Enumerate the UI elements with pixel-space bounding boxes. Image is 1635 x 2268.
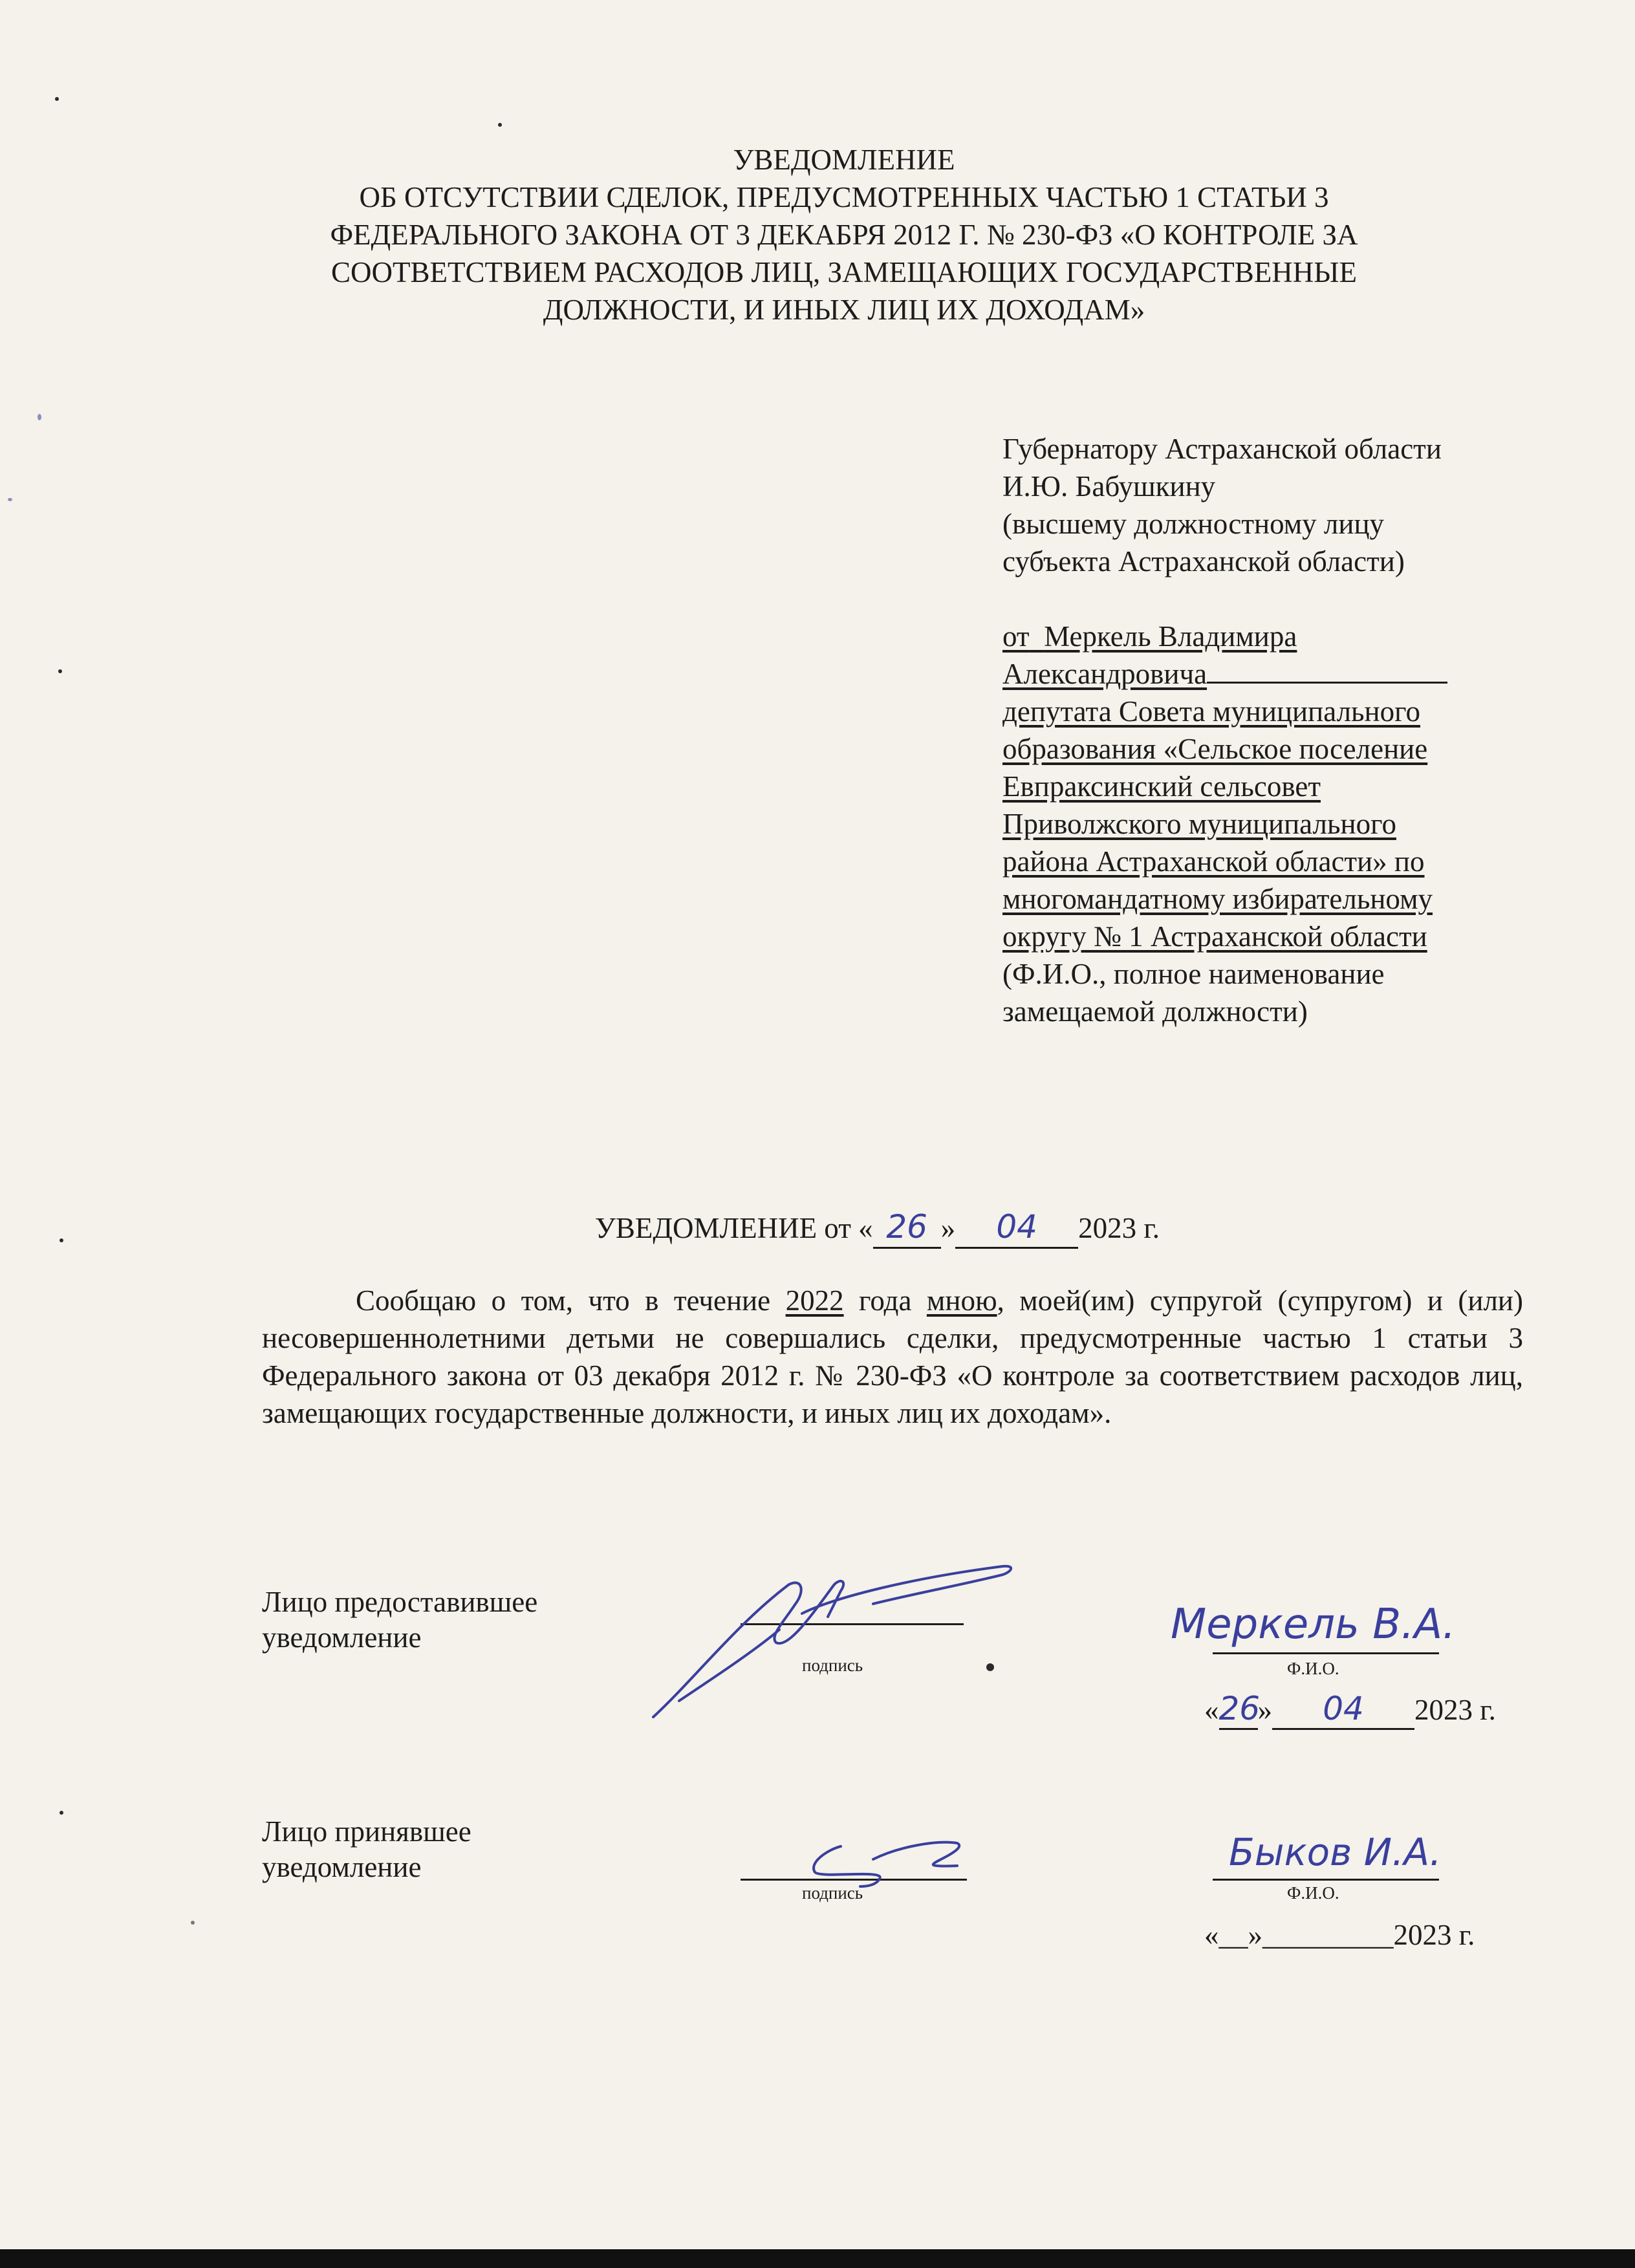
- scan-speck: [191, 1921, 195, 1925]
- title-line-1: УВЕДОМЛЕНИЕ: [733, 144, 955, 176]
- body-text-3: , моей(им) супругой (супругом) и (или) несовершеннолетними детьми не совершались сделки, предусмотренные частью 1 статьи 3 Федерального закона от 03 декабря 2012 г. № 230-ФЗ «О контроле за соответствием расходов лиц, замещающих государственные должности, и иных лиц их доходам».: [262, 1284, 1523, 1429]
- sender-prefix: от: [1002, 620, 1030, 653]
- notice-day: 26: [886, 1208, 927, 1246]
- fill-line: [1207, 681, 1447, 684]
- notice-mid: »: [940, 1212, 956, 1244]
- scan-edge: [0, 2249, 1635, 2268]
- title-line-4: СООТВЕТСТВИЕМ РАСХОДОВ ЛИЦ, ЗАМЕЩАЮЩИХ ГОСУДАРСТВЕННЫЕ: [330, 256, 1358, 288]
- submitter-label-1: Лицо предоставившее: [262, 1586, 538, 1618]
- sender-name-line-1: [1002, 618, 1520, 655]
- notice-day-field: [873, 1208, 941, 1249]
- addressee-spacer: [1002, 580, 1520, 618]
- notice-date-line: [595, 1208, 1160, 1249]
- notice-month: 04: [996, 1208, 1037, 1246]
- document-title: [213, 141, 1475, 329]
- sender-name-line-2: [1002, 655, 1520, 693]
- position-line-6: многомандатному избирательному: [1002, 883, 1433, 915]
- body-text-2: года: [843, 1284, 927, 1317]
- position-line-2: образования «Сельское поселение: [1002, 733, 1428, 765]
- submitter-fio-caption: Ф.И.О.: [1287, 1659, 1339, 1678]
- receiver-fio-handwritten: Быков И.А.: [1229, 1830, 1442, 1874]
- submitter-sign-caption: подпись: [802, 1656, 863, 1675]
- submitter-fio-handwritten: Меркель В.А.: [1171, 1601, 1456, 1648]
- submitter-date-month: 04: [1323, 1690, 1364, 1727]
- body-text: [262, 1282, 1523, 1432]
- scan-speck: [38, 414, 41, 420]
- position-line-1: депутата Совета муниципального: [1002, 695, 1420, 728]
- submitter-date: «26» 04 2023 г.: [1204, 1691, 1496, 1730]
- scan-speck: [60, 1811, 63, 1815]
- body-year: 2022: [785, 1284, 844, 1317]
- addressee-line-1: Губернатору Астраханской области: [1002, 433, 1442, 465]
- notice-year: 2023 г.: [1078, 1212, 1160, 1244]
- submitter-label-2: уведомление: [262, 1621, 422, 1654]
- receiver-sign-caption: подпись: [802, 1883, 863, 1903]
- submitter-date-year: 2023 г.: [1414, 1694, 1496, 1726]
- addressee-line-4: субъекта Астраханской области): [1002, 545, 1405, 578]
- hint-line-1: (Ф.И.О., полное наименование: [1002, 958, 1385, 990]
- receiver-label-1: Лицо принявшее: [262, 1815, 471, 1848]
- addressee-line-2: И.Ю. Бабушкину: [1002, 470, 1216, 502]
- ink-dot: [986, 1663, 994, 1671]
- scan-speck: [8, 498, 12, 501]
- position-line-4: Приволжского муниципального: [1002, 808, 1396, 840]
- addressee-line-3: (высшему должностному лицу: [1002, 508, 1385, 540]
- receiver-fio-line: [1213, 1879, 1439, 1881]
- receiver-signature-icon: [789, 1833, 983, 1898]
- receiver-fio-caption: Ф.И.О.: [1287, 1883, 1339, 1903]
- title-line-2: ОБ ОТСУТСТВИИ СДЕЛОК, ПРЕДУСМОТРЕННЫХ ЧАСТЬЮ 1 СТАТЬИ 3: [359, 181, 1329, 213]
- position-line-3: Евпраксинский сельсовет: [1002, 770, 1321, 803]
- body-paragraph: [262, 1282, 1523, 1432]
- body-text-1: Сообщаю о том, что в течение: [356, 1284, 786, 1317]
- position-line-7: округу № 1 Астраханской области: [1002, 920, 1427, 953]
- body-by-me: мною: [926, 1284, 997, 1317]
- position-line-5: района Астраханской области» по: [1002, 845, 1425, 878]
- notice-month-field: [955, 1208, 1078, 1249]
- receiver-date: «__»_________2023 г.: [1204, 1919, 1475, 1951]
- title-line-5: ДОЛЖНОСТИ, И ИНЫХ ЛИЦ ИХ ДОХОДАМ»: [543, 294, 1145, 326]
- notice-prefix: УВЕДОМЛЕНИЕ от «: [595, 1212, 873, 1244]
- addressee-block: [1002, 430, 1520, 1030]
- receiver-label-2: уведомление: [262, 1851, 422, 1883]
- scan-speck: [60, 1238, 63, 1242]
- sender-name-part-2: Александровича: [1002, 658, 1207, 690]
- scan-speck: [498, 123, 502, 127]
- title-line-3: ФЕДЕРАЛЬНОГО ЗАКОНА ОТ 3 ДЕКАБРЯ 2012 Г. № 230-ФЗ «О КОНТРОЛЕ ЗА: [330, 219, 1358, 251]
- submitter-date-day: 26: [1218, 1690, 1261, 1727]
- scan-speck: [58, 669, 62, 673]
- scan-speck: [55, 97, 59, 101]
- hint-line-2: замещаемой должности): [1002, 995, 1308, 1028]
- submitter-fio-line: [1213, 1652, 1439, 1654]
- sender-name-part-1: Меркель Владимира: [1044, 620, 1297, 653]
- submitter-signature-icon: [640, 1552, 1028, 1727]
